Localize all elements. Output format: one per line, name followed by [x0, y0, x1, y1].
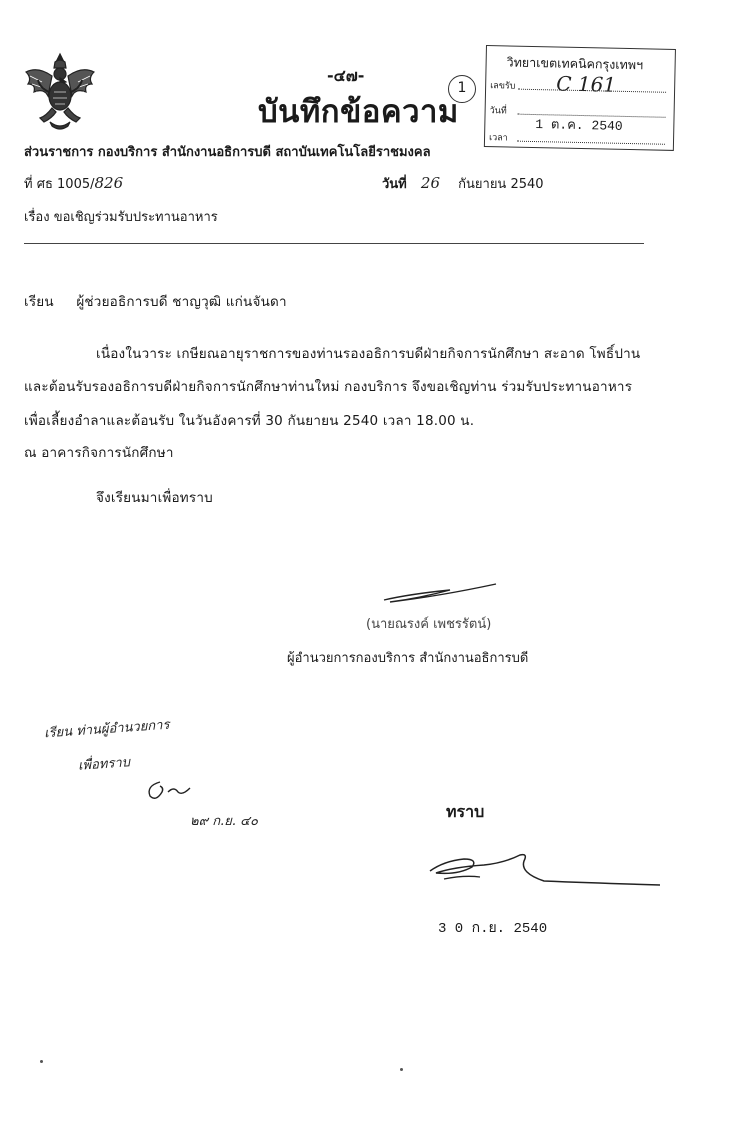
body-line-3: เพื่อเลี้ยงอำลาและต้อนรับ ในวันอังคารที่ 30 กันยายน 2540 เวลา 18.00 น.	[24, 413, 475, 429]
subject-line: เรื่อง ขอเชิญร่วมรับประทานอาหาร	[24, 210, 218, 225]
body-line-4: ณ อาคารกิจการนักศึกษา	[24, 445, 174, 461]
handwritten-initials	[140, 778, 200, 810]
doc-date-rest: กันยายน 2540	[458, 177, 544, 192]
handwritten-note-line-2: เพื่อทราบ	[77, 755, 131, 774]
receipt-stamp	[484, 45, 676, 151]
signer-position: ผู้อำนวยการกองบริการ สำนักงานอธิการบดี	[287, 651, 529, 666]
doc-number-label: ที่ ศธ 1005/	[24, 177, 95, 192]
doc-number-handwritten: 826	[94, 174, 124, 192]
body-line-1: เนื่องในวาระ เกษียณอายุราชการของท่านรองอธิการบดีฝ่ายกิจการนักศึกษา สะอาด โพธิ์ปาน	[96, 346, 641, 362]
signature-scribble	[380, 578, 500, 612]
body-line-2: และต้อนรับรองอธิการบดีฝ่ายกิจการนักศึกษาท่านใหม่ กองบริการ จึงขอเชิญท่าน ร่วมรับประทานอาหาร	[24, 379, 633, 395]
scan-speck	[400, 1068, 403, 1071]
circled-number-mark	[448, 75, 476, 103]
handwritten-note-line-1: เรียน ท่านผู้อำนวยการ	[43, 717, 170, 742]
scan-speck	[40, 1060, 43, 1063]
signer-name: (นายณรงค์ เพชรรัตน์)	[366, 617, 492, 632]
page-title: บันทึกข้อความ	[258, 94, 459, 130]
agency-line: ส่วนราชการ กองบริการ สำนักงานอธิการบดี สถาบันเทคโนโลยีราชมงคล	[24, 145, 431, 160]
garuda-emblem	[22, 52, 98, 130]
stamp-date-value: 1 ต.ค. 2540	[535, 117, 623, 134]
stamp-time-label: เวลา	[488, 133, 508, 144]
circled-number: 1	[457, 80, 467, 96]
acknowledgement-signature	[424, 845, 664, 894]
header-divider	[24, 243, 644, 244]
closing-line: จึงเรียนมาเพื่อทราบ	[96, 490, 213, 506]
salutation-label: เรียน	[24, 294, 54, 310]
acknowledged-label: ทราบ	[446, 802, 485, 821]
stamp-receive-label: เลขรับ	[490, 81, 516, 92]
document-number: -๔๗-	[327, 66, 365, 85]
doc-date-day: 26	[420, 174, 440, 192]
stamp-date-label: วันที่	[489, 106, 507, 117]
handwritten-note-date: ๒๙ ก.ย. ๔๐	[190, 814, 258, 829]
doc-date-label: วันที่	[382, 177, 407, 192]
doc-date-line	[382, 173, 544, 194]
salutation-recipient: ผู้ช่วยอธิการบดี ชาญวุฒิ แก่นจันดา	[76, 294, 287, 310]
acknowledgement-date: 3 0 ก.ย. 2540	[438, 921, 548, 937]
salutation	[24, 290, 287, 312]
stamp-receive-value: C 161	[555, 71, 617, 97]
stamp-title: วิทยาเขตเทคนิคกรุงเทพฯ	[506, 54, 644, 73]
doc-number-line	[24, 173, 123, 194]
